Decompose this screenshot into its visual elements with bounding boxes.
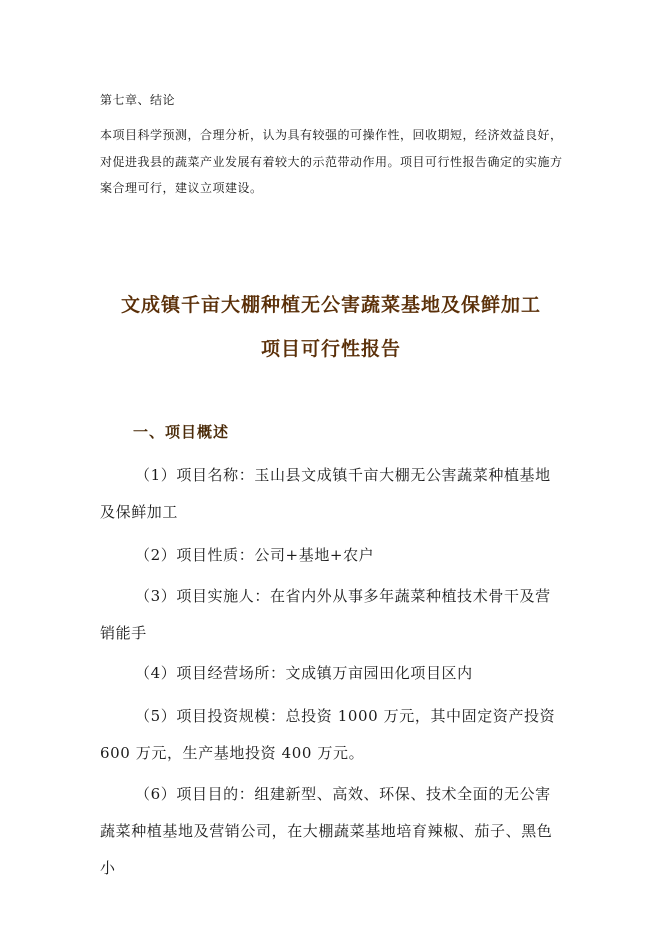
document-title-line-1: 文成镇千亩大棚种植无公害蔬菜基地及保鲜加工 <box>120 294 541 316</box>
chapter-heading: 第七章、结论 <box>100 93 176 107</box>
overview-item-implementer: （3）项目实施人：在省内外从事多年蔬菜种植技术骨干及营销能手 <box>100 587 551 642</box>
document-title-line-2: 项目可行性报告 <box>260 338 401 360</box>
overview-item-location: （4）项目经营场所：文成镇万亩园田化项目区内 <box>135 664 473 682</box>
overview-item-project-nature: （2）项目性质：公司+基地+农户 <box>135 546 375 564</box>
chapter-paragraph: 本项目科学预测，合理分析，认为具有较强的可操作性，回收期短，经济效益良好，对促进我县的蔬菜产业发展有着较大的示范带动作用。项目可行性报告确定的实施方案合理可行，建议立项建设。 <box>100 128 563 195</box>
overview-item-project-name: （1）项目名称：玉山县文成镇千亩大棚无公害蔬菜种植基地及保鲜加工 <box>100 466 551 521</box>
section-heading: 一、项目概述 <box>133 423 230 441</box>
overview-item-investment: （5）项目投资规模：总投资 1000 万元，其中固定资产投资 600 万元，生产基地投资 400 万元。 <box>100 707 556 762</box>
overview-item-purpose: （6）项目目的：组建新型、高效、环保、技术全面的无公害蔬菜种植基地及营销公司，在大棚蔬菜基地培育辣椒、茄子、黑色小 <box>100 785 553 877</box>
